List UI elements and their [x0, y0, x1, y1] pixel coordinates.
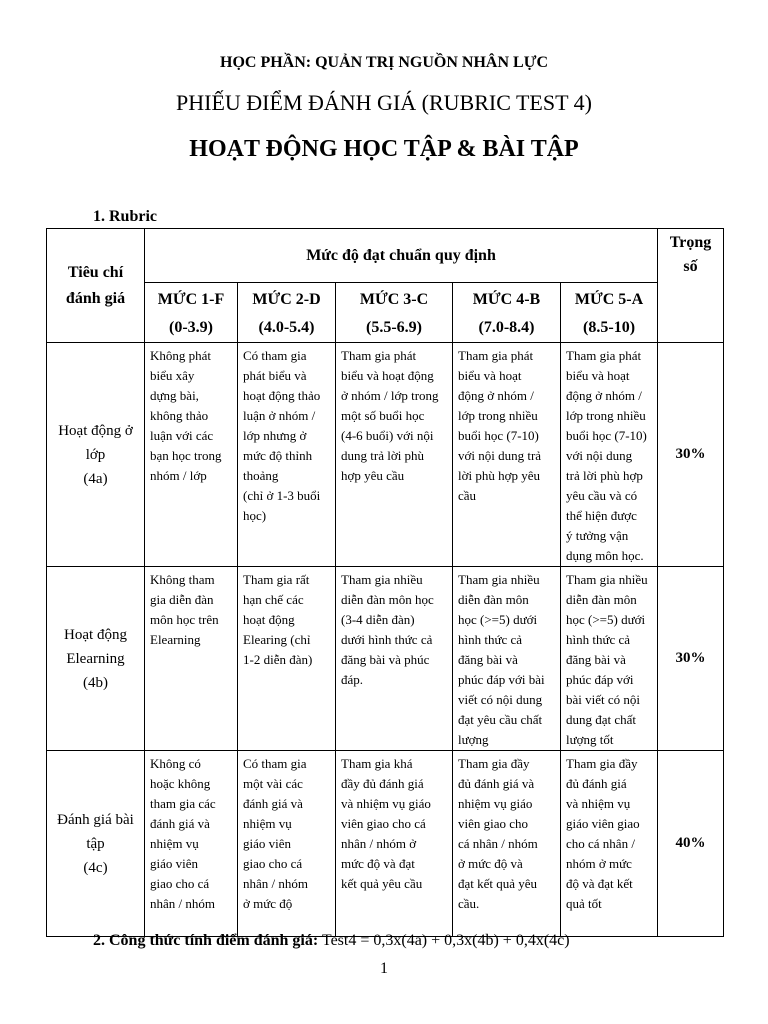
criteria-header-line: đánh giá	[65, 289, 126, 307]
table-row	[47, 567, 724, 751]
description-line: Elearing (chỉ	[243, 632, 311, 647]
description-line: viên giao cho cá	[341, 816, 426, 831]
description-line: động ở nhóm /	[566, 388, 642, 403]
description-line: viên giao cho	[458, 816, 529, 831]
description-line: đăng bài và phúc	[341, 652, 430, 667]
description-line: diễn đàn môn	[566, 592, 637, 607]
weight-cell: 30%	[658, 567, 724, 751]
description-line: đủ đánh giá và	[458, 776, 535, 791]
description-line: lớp trong nhiều	[566, 408, 646, 423]
description-line: kết quả yêu cầu	[341, 876, 423, 891]
description-line: viết có nội dung	[458, 692, 543, 707]
description-line: nhân / nhóm	[243, 876, 308, 891]
description-line: dựng bài,	[150, 388, 199, 403]
description-line: lượng	[458, 732, 489, 747]
levels-header: Mức độ đạt chuẩn quy định	[145, 229, 658, 283]
description-line: hợp yêu cầu	[341, 468, 405, 483]
description-line: quả tốt	[566, 896, 602, 911]
level-header	[453, 283, 561, 343]
description-line: độ và đạt kết	[566, 876, 633, 891]
description-line: đăng bài và	[458, 652, 518, 667]
description-line: Tham gia đầy	[566, 756, 638, 771]
description-line: đánh giá và	[243, 796, 303, 811]
description-line: buổi học (7-10)	[458, 428, 539, 443]
description-line: nhiệm vụ	[243, 816, 292, 831]
description-line: và nhiệm vụ	[566, 796, 631, 811]
description-line: Tham gia nhiều	[566, 572, 648, 587]
description-line: thoảng	[243, 468, 279, 483]
level-header	[336, 283, 453, 343]
table-row	[47, 751, 724, 937]
level-name: MỨC 2-D	[252, 290, 321, 308]
description-cell	[145, 343, 238, 567]
criterion-line: Hoạt động	[64, 626, 127, 643]
description-line: dung đạt chất	[566, 712, 637, 727]
description-line: phúc đáp với	[566, 672, 634, 687]
description-cell	[238, 567, 336, 751]
description-line: (3-4 diễn đàn)	[341, 612, 415, 627]
level-name: MỨC 5-A	[574, 290, 644, 308]
criterion-line: tập	[86, 835, 105, 852]
description-line: Tham gia nhiều	[458, 572, 540, 587]
description-line: yêu cầu và có	[566, 488, 638, 503]
description-line: thể hiện được	[566, 508, 637, 523]
description-line: động ở nhóm /	[458, 388, 534, 403]
description-line: Có tham gia	[243, 756, 307, 771]
description-line: lớp nhưng ở	[243, 428, 307, 443]
levels-row	[47, 283, 724, 343]
description-line: giáo viên	[150, 856, 199, 871]
description-line: cầu.	[458, 896, 480, 911]
description-line: đủ đánh giá	[566, 776, 627, 791]
criterion-line: (4c)	[83, 859, 108, 876]
description-line: cầu	[458, 488, 477, 503]
description-line: hoạt động thảo	[243, 388, 321, 403]
description-line: lời phù hợp yêu	[458, 468, 540, 483]
description-line: 1-2 diễn đàn)	[243, 652, 313, 667]
description-line: và nhiệm vụ giáo	[341, 796, 431, 811]
description-cell	[453, 567, 561, 751]
description-cell	[336, 567, 453, 751]
weight-header	[658, 229, 724, 343]
description-line: dung trả lời phù	[341, 448, 425, 463]
page-number: 1	[380, 960, 388, 977]
description-line: ý tưởng vận	[566, 528, 629, 543]
description-line: hình thức cả	[458, 632, 523, 647]
description-line: biểu và hoạt	[458, 368, 522, 383]
description-line: đánh giá và	[150, 816, 210, 831]
description-line: một vài các	[243, 776, 303, 791]
description-line: đạt kết quả yêu	[458, 876, 538, 891]
description-line: một số buổi học	[341, 408, 425, 423]
description-line: nhiệm vụ giáo	[458, 796, 533, 811]
description-line: ở mức độ	[243, 896, 293, 911]
description-cell	[336, 343, 453, 567]
description-cell	[561, 343, 658, 567]
description-line: đầy đủ đánh giá	[341, 776, 424, 791]
description-cell	[145, 751, 238, 937]
description-line: cho cá nhân /	[566, 836, 635, 851]
description-line: lượng tốt	[566, 732, 614, 747]
description-line: bạn học trong	[150, 448, 222, 463]
description-line: học (>=5) dưới	[458, 612, 538, 627]
description-line: diễn đàn môn	[458, 592, 529, 607]
description-cell	[145, 567, 238, 751]
description-line: nhóm / lớp	[150, 468, 207, 483]
description-cell	[453, 343, 561, 567]
level-name: MỨC 3-C	[359, 290, 429, 308]
description-line: Không tham	[150, 572, 215, 587]
weight-header-line: Trọng	[669, 234, 712, 251]
level-header	[238, 283, 336, 343]
description-line: giao cho cá	[243, 856, 303, 871]
description-line: nhân / nhóm ở	[341, 836, 417, 851]
table-row	[47, 343, 724, 567]
description-line: Tham gia đầy	[458, 756, 530, 771]
sheet-title: PHIẾU ĐIỂM ĐÁNH GIÁ (RUBRIC TEST 4)	[176, 90, 592, 115]
criterion-cell	[47, 751, 145, 937]
criteria-header-line: Tiêu chí	[67, 263, 124, 281]
criterion-line: (4b)	[83, 674, 108, 691]
description-line: bài viết có nội	[566, 692, 641, 707]
description-line: đạt yêu cầu chất	[458, 712, 543, 727]
description-line: (4-6 buổi) với nội	[341, 428, 434, 443]
activity-title: HOẠT ĐỘNG HỌC TẬP & BÀI TẬP	[189, 136, 579, 162]
description-cell	[561, 567, 658, 751]
section-rubric-heading: 1. Rubric	[93, 208, 157, 225]
description-line: đáp.	[341, 672, 364, 687]
formula-expression: Test4 = 0,3x(4a) + 0,3x(4b) + 0,4x(4c)	[318, 932, 570, 949]
criterion-line: lớp	[85, 446, 106, 463]
level-name: MỨC 1-F	[157, 290, 225, 308]
description-line: gia diễn đàn	[150, 592, 214, 607]
description-line: biểu và hoạt động	[341, 368, 434, 383]
criterion-line: Hoạt động ở	[58, 422, 133, 439]
criterion-cell	[47, 343, 145, 567]
description-line: hạn chế các	[243, 592, 304, 607]
description-line: mức độ thỉnh	[243, 448, 313, 463]
criteria-header	[47, 229, 145, 343]
description-line: diễn đàn môn học	[341, 592, 434, 607]
description-line: nhân / nhóm	[150, 896, 215, 911]
course-title: HỌC PHẦN: QUẢN TRỊ NGUỒN NHÂN LỰC	[220, 54, 548, 71]
description-line: Tham gia phát	[566, 348, 642, 363]
description-line: ở mức độ và	[458, 856, 523, 871]
description-line: Elearning	[150, 632, 201, 647]
criterion-line: Đánh giá bài	[57, 811, 134, 828]
description-line: Tham gia nhiều	[341, 572, 423, 587]
description-cell	[238, 343, 336, 567]
level-range: (4.0-5.4)	[258, 318, 315, 336]
description-line: với nội dung trả	[458, 448, 542, 463]
description-line: phúc đáp với bài	[458, 672, 545, 687]
description-line: đăng bài và	[566, 652, 626, 667]
description-line: giáo viên	[243, 836, 292, 851]
description-line: nhóm ở mức	[566, 856, 632, 871]
level-range: (7.0-8.4)	[478, 318, 535, 336]
description-line: hoặc không	[150, 776, 211, 791]
description-line: Có tham gia	[243, 348, 307, 363]
weight-cell: 40%	[658, 751, 724, 937]
level-header	[561, 283, 658, 343]
description-line: học (>=5) dưới	[566, 612, 646, 627]
description-line: Tham gia phát	[341, 348, 417, 363]
description-line: (chỉ ở 1-3 buổi	[243, 488, 321, 503]
description-line: Tham gia khá	[341, 756, 413, 771]
description-line: môn học trên	[150, 612, 219, 627]
level-name: MỨC 4-B	[472, 290, 541, 308]
description-line: Tham gia phát	[458, 348, 534, 363]
description-line: trả lời phù hợp	[566, 468, 643, 483]
description-line: dưới hình thức cả	[341, 632, 433, 647]
description-line: phát biểu và	[243, 368, 307, 383]
description-line: không thảo	[150, 408, 209, 423]
description-cell	[238, 751, 336, 937]
formula-label: 2. Công thức tính điểm đánh giá:	[93, 932, 319, 949]
description-line: tham gia các	[150, 796, 216, 811]
description-line: Không có	[150, 756, 201, 771]
description-line: với nội dung	[566, 448, 633, 463]
description-cell	[336, 751, 453, 937]
level-range: (8.5-10)	[583, 318, 636, 336]
level-header	[145, 283, 238, 343]
description-line: luận với các	[150, 428, 214, 443]
description-cell	[453, 751, 561, 937]
weight-header-line: số	[683, 258, 698, 275]
description-line: buổi học (7-10)	[566, 428, 647, 443]
description-line: hoạt động	[243, 612, 295, 627]
weight-cell: 30%	[658, 343, 724, 567]
description-cell	[561, 751, 658, 937]
description-line: Tham gia rất	[243, 572, 310, 587]
description-line: giao cho cá	[150, 876, 210, 891]
description-line: mức độ và đạt	[341, 856, 415, 871]
description-line: Không phát	[150, 348, 212, 363]
criterion-line: (4a)	[83, 470, 108, 487]
description-line: ở nhóm / lớp trong	[341, 388, 439, 403]
description-line: lớp trong nhiều	[458, 408, 538, 423]
criterion-line: Elearning	[66, 650, 125, 667]
description-line: dụng môn học.	[566, 548, 644, 563]
formula-line	[93, 932, 570, 950]
description-line: cá nhân / nhóm	[458, 836, 538, 851]
level-range: (0-3.9)	[169, 318, 213, 336]
description-line: giáo viên giao	[566, 816, 640, 831]
rubric-table	[46, 228, 724, 937]
description-line: biểu xây	[150, 368, 195, 383]
criterion-cell	[47, 567, 145, 751]
level-range: (5.5-6.9)	[366, 318, 422, 336]
description-line: hình thức cả	[566, 632, 631, 647]
description-line: nhiệm vụ	[150, 836, 199, 851]
description-line: biểu và hoạt	[566, 368, 630, 383]
description-line: luận ở nhóm /	[243, 408, 316, 423]
description-line: học)	[243, 508, 267, 523]
table-header-row	[47, 229, 724, 283]
